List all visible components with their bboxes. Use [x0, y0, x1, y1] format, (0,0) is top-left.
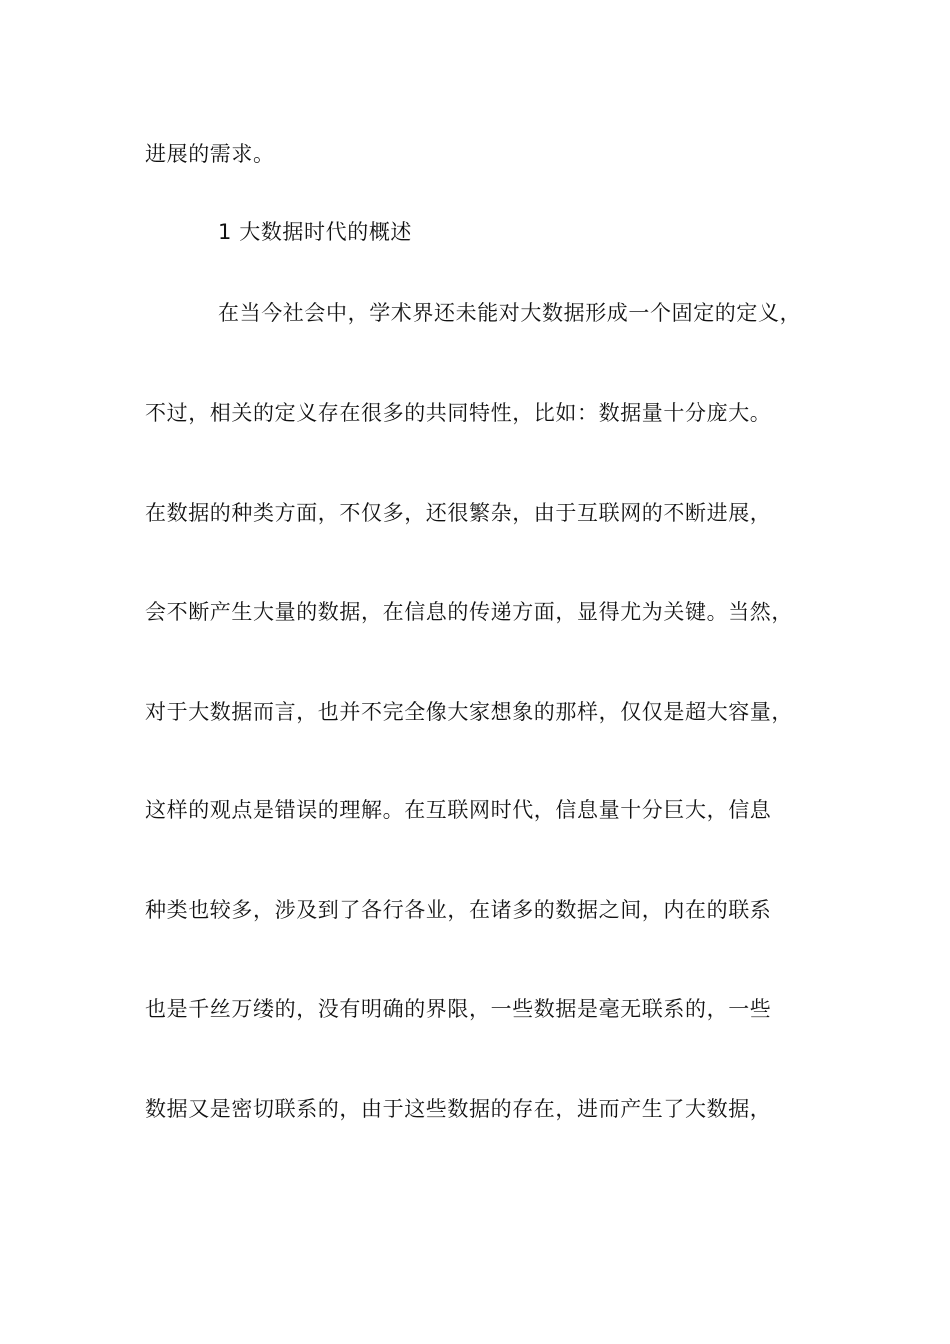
paragraph-line: 不过，相关的定义存在很多的共同特性，比如：数据量十分庞大。	[145, 401, 772, 425]
paragraph-line: 对于大数据而言，也并不完全像大家想象的那样，仅仅是超大容量，	[145, 700, 793, 724]
paragraph-line: 这样的观点是错误的理解。在互联网时代，信息量十分巨大，信息	[145, 798, 772, 822]
paragraph-line: 也是千丝万缕的，没有明确的界限，一些数据是毫无联系的，一些	[145, 997, 772, 1021]
paragraph-first-line: 在当今社会中，学术界还未能对大数据形成一个固定的定义，	[218, 301, 802, 325]
text-line-continuation: 进展的需求。	[145, 142, 275, 166]
paragraph-line: 在数据的种类方面，不仅多，还很繁杂，由于互联网的不断进展，	[145, 501, 772, 525]
paragraph-line: 会不断产生大量的数据，在信息的传递方面，显得尤为关键。当然，	[145, 600, 793, 624]
section-heading: 1 大数据时代的概述	[218, 220, 413, 244]
paragraph-line: 种类也较多，涉及到了各行各业，在诸多的数据之间，内在的联系	[145, 898, 772, 922]
paragraph-line: 数据又是密切联系的，由于这些数据的存在，进而产生了大数据，	[145, 1097, 772, 1121]
